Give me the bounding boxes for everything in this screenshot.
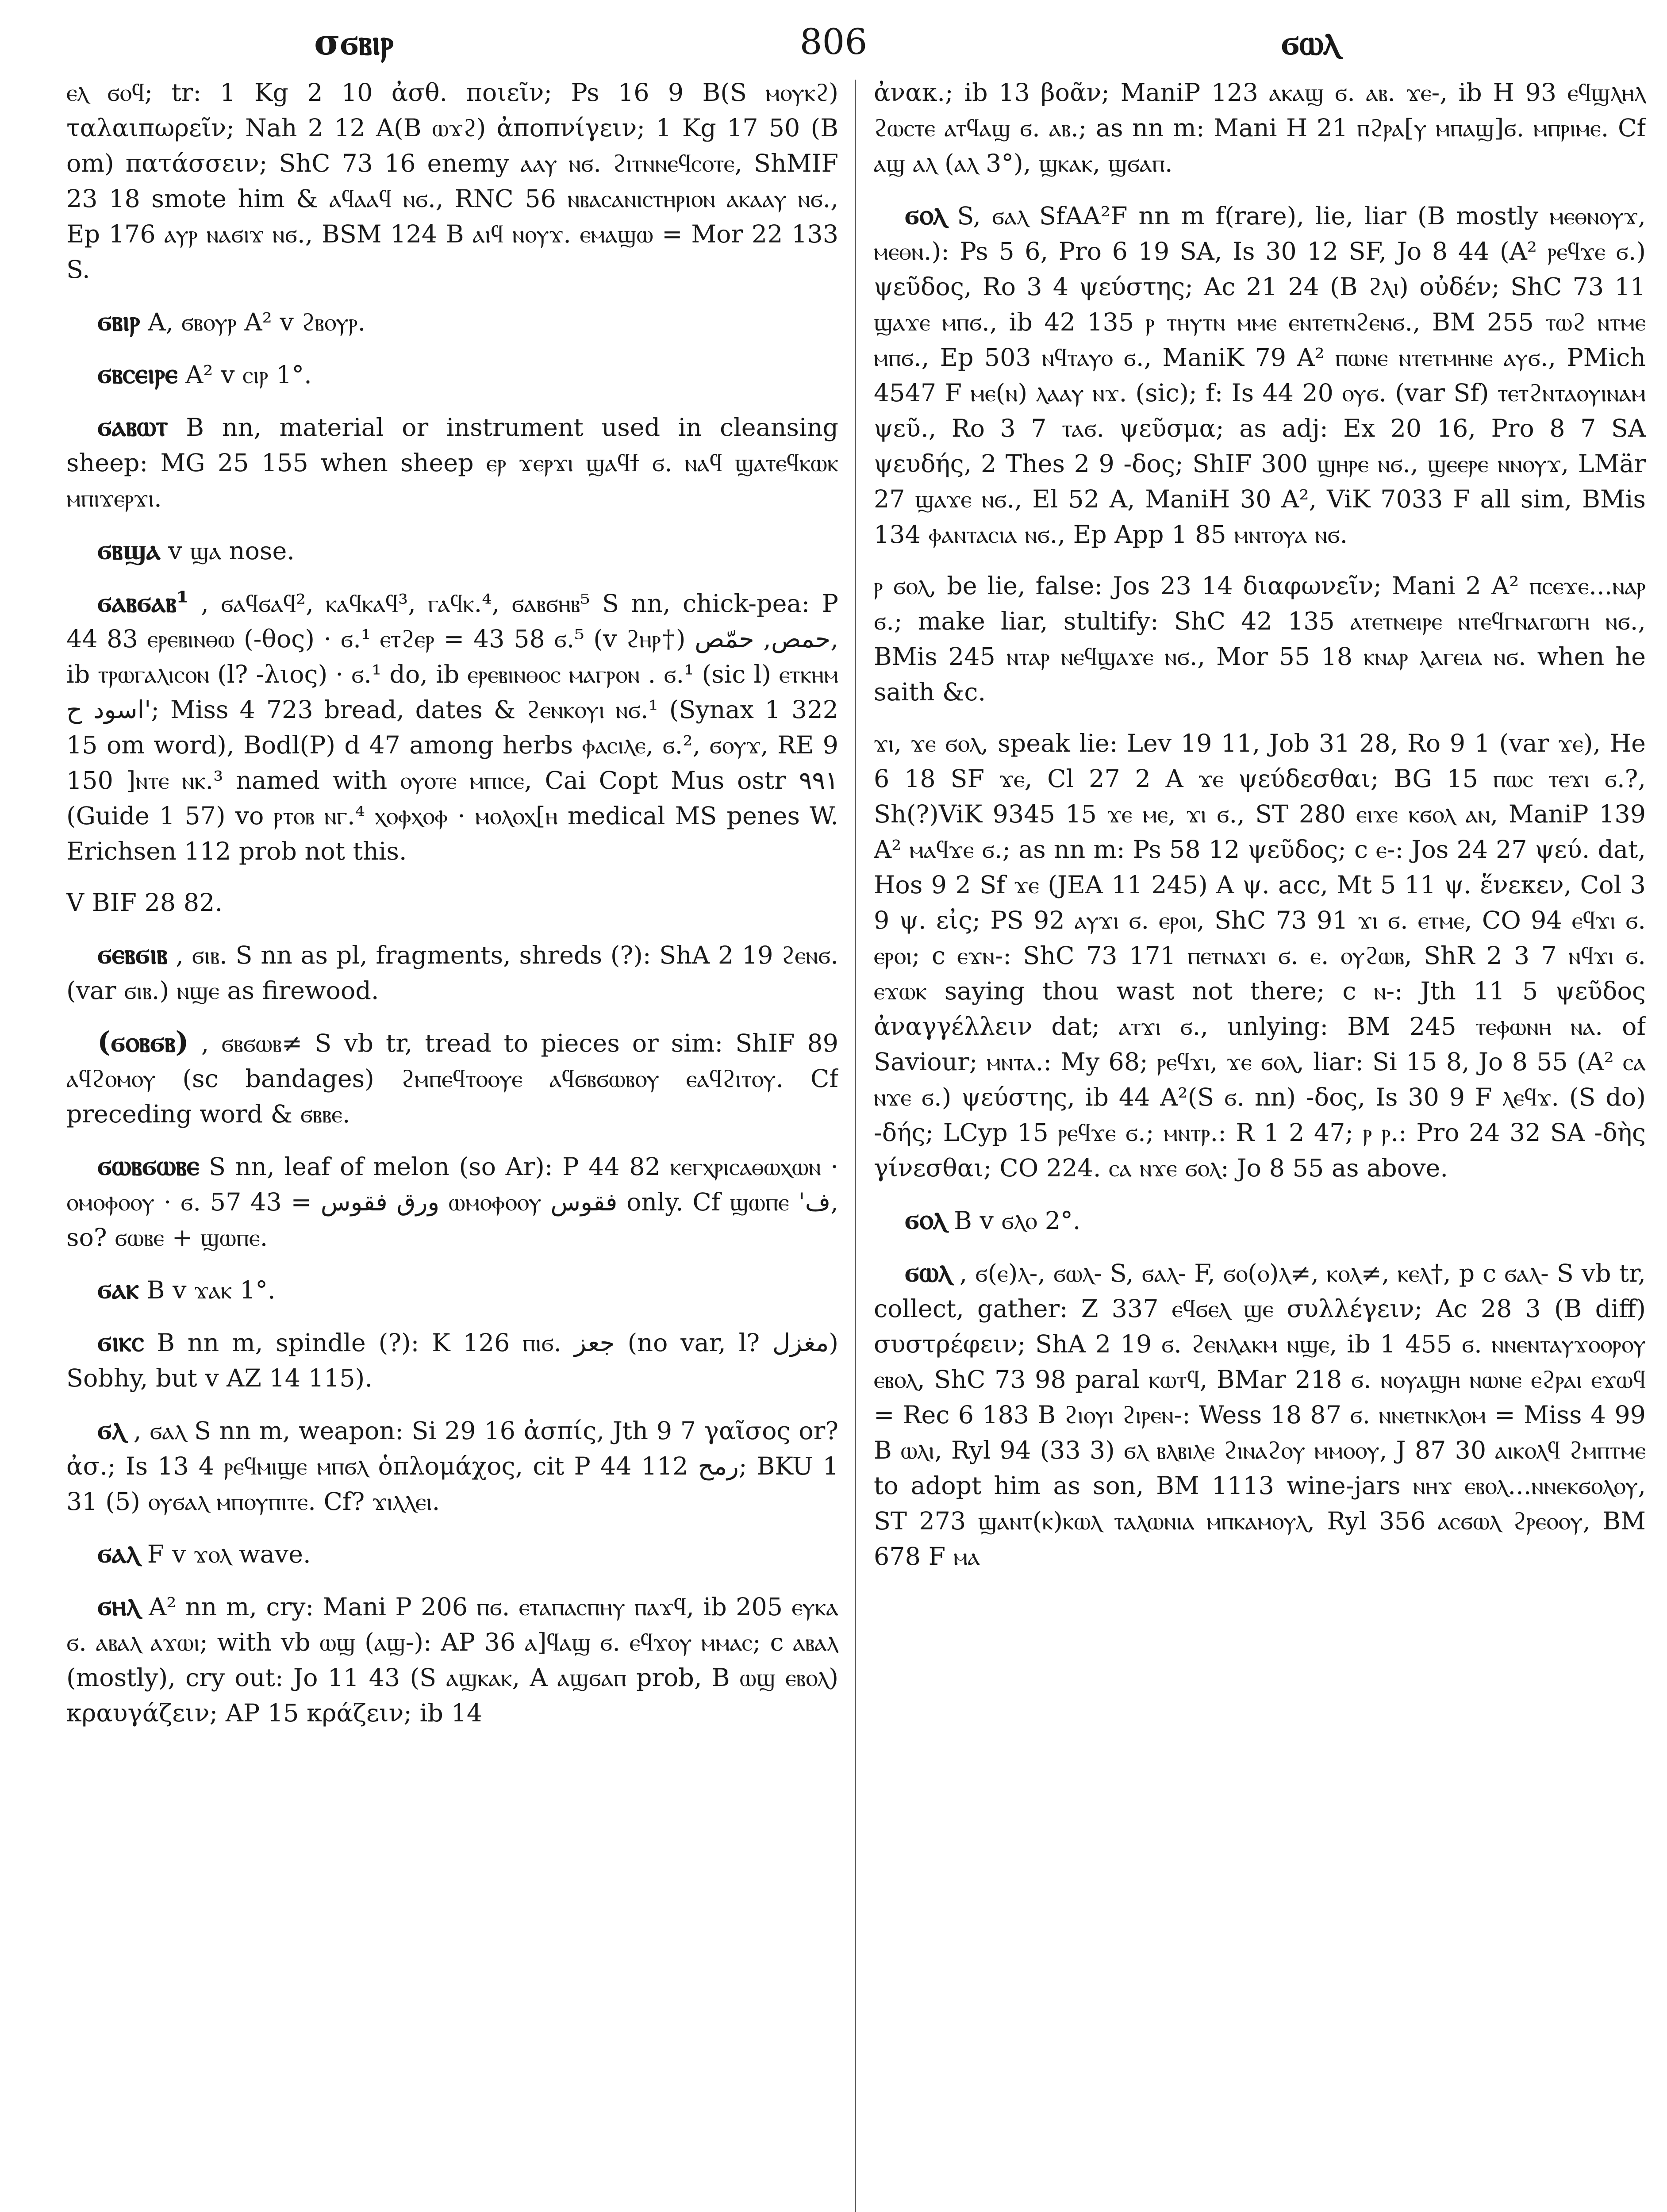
entry-text: v ϣⲁ nose. bbox=[168, 537, 295, 565]
page-number: 806 bbox=[799, 21, 868, 62]
entry-text: , ϭⲁϥϭⲁϥ², ⲕⲁϥⲕⲁϥ³, ⲅⲁϥⲕ.⁴, ϭⲁⲃϭⲏⲃ⁵ S nn, chick-pea: P 44 83 ⲉⲣⲉⲃⲓⲛⲑⲱ (-θος) · ϭ.¹ ⲉⲧϩⲉⲣ = 43 58 ϭ.⁵ (v ϩⲏⲣ†) حمص, حمّص, ib ⲧⲣⲱⲅⲁⲗⲓⲥⲟⲛ (l? -λιος) · ϭ.¹ do, ib ⲉⲣⲉⲃⲓⲛⲑⲟⲥ ⲙⲁⲅⲣⲟⲛ . ϭ.¹ (sic l) ⲉⲧⲕⲏⲙ اسود ح'; Miss 4 723 bread, dates & ϩⲉⲛⲕⲟⲩⲓ ⲛϭ.¹ (Synax 1 322 15 om word), Bodl(P) d 47 among herbs ⲫⲁⲥⲓⲗⲉ, ϭ.², ϭⲟⲩϫ, RE 9 150 ]ⲛⲧⲉ ⲛⲕ.³ named with ⲟⲩⲟⲧⲉ ⲙⲡⲓⲥⲉ, Cai Copt Mus ostr ٩٩١ (Guide 1 57) vo ⲣⲧⲟⲃ ⲛⲅ.⁴ ⲭⲟⲫⲭⲟⲫ · ⲙⲟⲗⲟⲭ[ⲏ medical MS penes W. Erichsen 112 prob not this. bbox=[66, 589, 838, 866]
entry-text: , ϭⲁⲗ S nn m, weapon: Si 29 16 ἀσπίς, Jth 9 7 γαῖσος or? ἀσ.; Is 13 4 ⲣⲉϥⲙⲓϣⲉ ⲙⲡϭⲗ ὁπλομάχος, cit P 44 112 رمح; BKU 1 31 (5) ⲟⲩϭⲁⲗ ⲙⲡⲟⲩⲡⲓⲧⲉ. Cf? ϫⲓⲗⲗⲉⲓ. bbox=[66, 1417, 838, 1516]
entry-text: S nn, leaf of melon (so Ar): P 44 82 ⲕⲉⲅⲭⲣⲓⲥⲁⲑⲱⲭⲱⲛ · ⲟⲙⲟⲫⲟⲟⲩ · ϭ. ورق فقوس = 43 57 ⲱⲙⲟⲫⲟⲟⲩ فقوس only. Cf ϣⲱⲡⲉ 'ف, so? ϭⲱⲃⲉ + ϣⲱⲡⲉ. bbox=[66, 1152, 838, 1252]
entry-lemma: ϭⲁⲗ bbox=[97, 1536, 140, 1570]
entry-lemma: ϭⲱⲗ bbox=[905, 1256, 952, 1289]
header-headword-right: ϭⲱⲗ bbox=[1281, 21, 1340, 63]
entry-text: ϫⲓ, ϫⲉ ϭⲟⲗ, speak lie: Lev 19 11, Job 31 28, Ro 9 1 (var ϫⲉ), He 6 18 SF ϫⲉ, Cl 27 2 A ϫⲉ ψεύδεσθαι; BG 15 ⲡⲱⲥ ⲧⲉϫⲓ ϭ.?, Sh(?)ViK 9345 15 ϫⲉ ⲙⲉ, ϫⲓ ϭ., ST 280 ⲉⲓϫⲉ ⲕϭⲟⲗ ⲁⲛ, ManiP 139 A² ⲙⲁϥϫⲉ ϭ.; as nn m: Ps 58 12 ψεῦδος; c ⲉ-: Jos 24 27 ψεύ. dat, Hos 9 2 Sf ϫⲉ (JEA 11 245) A ψ. acc, Mt 5 11 ψ. ἕνεκεν, Col 3 9 ψ. εἰς; PS 92 ⲁⲩϫⲓ ϭ. ⲉⲣⲟⲓ, ShC 73 91 ϫⲓ ϭ. ⲉⲧⲙⲉ, CO 94 ⲉϥϫⲓ ϭ. ⲉⲣⲟⲓ; c ⲉϫⲛ-: ShC 73 171 ⲡⲉⲧⲛⲁϫⲓ ϭ. ⲉ. ⲟⲩϩⲱⲃ, ShR 2 3 7 ⲛϥϫⲓ ϭ. ⲉϫⲱⲕ saying thou wast not there; c ⲛ-: Jth 11 5 ψεῦδος ἀναγγέλλειν dat; ⲁⲧϫⲓ ϭ., unlying: BM 245 ⲧⲉⲫⲱⲛⲏ ⲛⲁ. of Saviour; ⲙⲛⲧⲁ.: My 68; ⲣⲉϥϫⲓ, ϫⲉ ϭⲟⲗ, liar: Si 15 8, Jo 8 55 (A² ⲥⲁ ⲛϫⲉ ϭ.) ψεύστης, ib 44 A²(S ϭ. nn) -δος, Is 30 9 F ⲗⲉϥϫ. (S do) -δής; LCyp 15 ⲣⲉϥϫⲉ ϭ.; ⲙⲛⲧⲣ.: R 1 2 47; ⲣ ⲣ.: Pro 24 32 SA -δὴς γίνεσθαι; CO 224. ⲥⲁ ⲛϫⲉ ϭⲟⲗ: Jo 8 55 as above. bbox=[874, 729, 1646, 1183]
dictionary-entry bbox=[66, 1025, 838, 1132]
entry-lemma: ϭⲱⲃϭⲱⲃⲉ bbox=[97, 1149, 200, 1182]
right-column bbox=[874, 75, 1646, 2212]
dictionary-entry bbox=[874, 75, 1646, 181]
entry-text: A² nn m, cry: Mani P 206 ⲡϭ. ⲉⲧⲁⲡⲁⲥⲡⲏⲩ ⲡⲁϫϥ, ib 205 ⲉⲩⲕⲁ ϭ. ⲁⲃⲁⲗ ⲁϫⲱⲓ; with vb ⲱϣ (ⲁϣ-): AP 36 ⲁ]ϥⲁϣ ϭ. ⲉϥϫⲟⲩ ⲙⲙⲁⲥ; c ⲁⲃⲁⲗ (mostly), cry out: Jo 11 43 (S ⲁϣⲕⲁⲕ, A ⲁϣϭⲁⲡ prob, B ⲱϣ ⲉⲃⲟⲗ) κραυγάζειν; AP 15 κράζειν; ib 14 bbox=[66, 1593, 838, 1728]
dictionary-entry bbox=[66, 409, 838, 516]
dictionary-entry bbox=[66, 1324, 838, 1396]
entry-text: A, ϭⲃⲟⲩⲣ A² v ϩⲃⲟⲩⲣ. bbox=[148, 308, 366, 337]
entry-text: , ϭ(ⲉ)ⲗ-, ϭⲱⲗ- S, ϭⲁⲗ- F, ϭⲟ(ⲟ)ⲗ≠, ⲕⲟⲗ≠, ⲕⲉⲗ†, p c ϭⲁⲗ- S vb tr, collect, gather: Z 337 ⲉϥϭⲉⲗ ϣⲉ συλλέγειν; Ac 28 3 (B diff) συστρέφειν; ShA 2 19 ϭ. ϩⲉⲛⲗⲁⲕⲙ ⲛϣⲉ, ib 1 455 ϭ. ⲛⲛⲉⲛⲧⲁⲩϫⲟⲟⲣⲟⲩ ⲉⲃⲟⲗ, ShC 73 98 paral ⲕⲱⲧϥ, BMar 218 ϭ. ⲛⲟⲩⲁϣⲏ ⲛⲱⲛⲉ ⲉϩⲣⲁⲓ ⲉϫⲱϥ = Rec 6 183 B ϩⲓⲟⲩⲓ ϩⲓⲣⲉⲛ-: Wess 18 87 ϭ. ⲛⲛⲉⲧⲛⲕⲗⲟⲙ = Miss 4 99 B ⲱⲗⲓ, Ryl 94 (33 3) ϭⲗ ⲃⲗⲃⲓⲗⲉ ϩⲓⲛⲁϩⲟⲩ ⲙⲙⲟⲟⲩ, J 87 30 ⲁⲓⲕⲟⲗϥ ϩⲙⲡⲧⲙⲉ to adopt him as son, BM 1113 wine-jars ⲛⲏϫ ⲉⲃⲟⲗ...ⲛⲛⲉⲕϭⲟⲗⲟⲩ, ST 273 ϣⲁⲛⲧ(ⲕ)ⲕⲱⲗ ⲧⲁⲗⲱⲛⲓⲁ ⲙⲡⲕⲁⲙⲟⲩⲗ, Ryl 356 ⲁⲥϭⲱⲗ ϩⲣⲉⲟⲟⲩ, BM 678 F ⲙⲁ bbox=[874, 1259, 1646, 1571]
entry-text: B v ϭⲗⲟ 2°. bbox=[954, 1206, 1081, 1235]
entry-lemma: ϭⲏⲗ bbox=[97, 1589, 140, 1622]
entry-text: V BIF 28 82. bbox=[66, 888, 223, 917]
running-header bbox=[66, 18, 1601, 66]
entry-text: F v ϫⲟⲗ wave. bbox=[147, 1540, 311, 1569]
entry-text: ⲉⲗ ϭⲟϥ; tr: 1 Kg 2 10 ἀσθ. ποιεῖν; Ps 16 9 B(S ⲙⲟⲩⲕϩ) ταλαιπωρεῖν; Nah 2 12 A(B ⲱϫϩ) ἀποπνίγειν; 1 Kg 17 50 (B om) πατάσσειν; ShC 73 16 enemy ⲁⲁⲩ ⲛϭ. ϩⲓⲧⲛⲛⲉϥⲥⲟⲧⲉ, ShMIF 23 18 smote him & ⲁϥⲁⲁϥ ⲛϭ., RNC 56 ⲛⲃⲁⲥⲁⲛⲓⲥⲧⲏⲣⲓⲟⲛ ⲁⲕⲁⲁⲩ ⲛϭ., Ep 176 ⲁⲩⲣ ⲛⲁϭⲓϫ ⲛϭ., BSM 124 B ⲁⲓϥ ⲛⲟⲩϫ. ⲉⲙⲁϣⲱ = Mor 22 133 S. bbox=[66, 78, 838, 284]
entry-lemma: ϭⲉⲃϭⲓⲃ bbox=[97, 937, 168, 971]
dictionary-entry bbox=[66, 937, 838, 1009]
entry-text: B nn m, spindle (?): K 126 ⲡⲓϭ. جعز (no var, l? مغزل) Sobhy, but v AZ 14 115). bbox=[66, 1329, 838, 1393]
entry-text: , ϭⲃϭⲱⲃ≠ S vb tr, tread to pieces or sim: ShIF 89 ⲁϥϩⲟⲙⲟⲩ (sc bandages) ϩⲙⲡⲉϥⲧⲟⲟⲩⲉ ⲁϥϭⲃϭⲱⲃⲟⲩ ⲉⲁϥϩⲓⲧⲟⲩ. Cf preceding word & ϭⲃⲃⲉ. bbox=[66, 1029, 838, 1129]
entry-lemma: ϭⲟⲗ bbox=[905, 1203, 946, 1236]
dictionary-entry bbox=[874, 1202, 1646, 1239]
header-headword-left: σϭⲃⲓⲣ bbox=[314, 21, 394, 63]
entry-text: A² v ⲥⲓⲣ 1°. bbox=[185, 361, 312, 389]
dictionary-entry bbox=[66, 303, 838, 340]
entry-lemma: ϭⲃⲓⲣ bbox=[97, 304, 140, 338]
dictionary-entry bbox=[66, 1536, 838, 1572]
entry-text: B v ϫⲁⲕ 1°. bbox=[146, 1276, 276, 1305]
entry-lemma: ϭⲟⲗ bbox=[905, 198, 946, 231]
column-divider bbox=[855, 80, 856, 2212]
entry-text: , ϭⲓⲃ. S nn as pl, fragments, shreds (?): ShA 2 19 ϩⲉⲛϭ. (var ϭⲓⲃ.) ⲛϣⲉ as firewood. bbox=[66, 941, 838, 1005]
dictionary-entry bbox=[66, 356, 838, 393]
dictionary-entry bbox=[66, 75, 838, 288]
dictionary-entry bbox=[874, 197, 1646, 553]
dictionary-entry bbox=[874, 1255, 1646, 1575]
dictionary-entry bbox=[66, 532, 838, 569]
entry-lemma: ϭⲁⲕ bbox=[97, 1272, 139, 1306]
dictionary-entry bbox=[66, 1412, 838, 1520]
dictionary-entry bbox=[874, 568, 1646, 710]
entry-text: B nn, material or instrument used in cleansing sheep: MG 25 155 when sheep ⲉⲣ ϫⲉⲣϫⲓ ϣⲁϥϯ ϭ. ⲛⲁϥ ϣⲁⲧⲉϥⲕⲱⲕ ⲙⲡⲓϫⲉⲣϫⲓ. bbox=[66, 413, 838, 513]
entry-lemma: ϭⲓⲕⲥ bbox=[97, 1325, 144, 1358]
entry-text: ⲣ ϭⲟⲗ, be lie, false: Jos 23 14 διαφωνεῖν; Mani 2 A² ⲡⲥⲉϫⲉ...ⲛⲁⲣ ϭ.; make liar, stultify: ShC 42 135 ⲁⲧⲉⲧⲛⲉⲓⲣⲉ ⲛⲧⲉϥⲅⲛⲁⲅⲱⲅⲏ ⲛϭ., BMis 245 ⲛⲧⲁⲣ ⲛⲉϥϣⲁϫⲉ ⲛϭ., Mor 55 18 ⲕⲛⲁⲣ ⲗⲁⲅⲉⲓⲁ ⲛϭ. when he saith &c. bbox=[874, 572, 1646, 707]
entry-lemma: ϭⲃⲥⲉⲓⲣⲉ bbox=[97, 357, 178, 390]
entry-lemma: ϭⲁⲃϭⲁⲃ¹ bbox=[97, 586, 189, 619]
dictionary-entry bbox=[66, 1271, 838, 1308]
dictionary-entry bbox=[874, 726, 1646, 1186]
dictionary-entry bbox=[66, 585, 838, 869]
entry-lemma: (ϭⲟⲃϭⲃ) bbox=[97, 1025, 189, 1059]
dictionary-entry bbox=[66, 885, 838, 921]
entry-lemma: ϭⲃϣⲁ bbox=[97, 533, 161, 566]
entry-lemma: ϭⲗ bbox=[97, 1413, 126, 1446]
dictionary-entry bbox=[66, 1588, 838, 1731]
entry-text: ἀνακ.; ib 13 βοᾶν; ManiP 123 ⲁⲕⲁϣ ϭ. ⲁⲃ. ϫⲉ-, ib H 93 ⲉϥϣⲗⲏⲗ ϩⲱⲥⲧⲉ ⲁⲧϥⲁϣ ϭ. ⲁⲃ.; as nn m: Mani H 21 ⲡϩⲣⲁ[ⲩ ⲙⲡⲁϣ]ϭ. ⲙⲡⲣⲓⲙⲉ. Cf ⲁϣ ⲁⲗ (ⲁⲗ 3°), ϣⲕⲁⲕ, ϣϭⲁⲡ. bbox=[874, 78, 1646, 178]
entry-lemma: ϭⲁⲃⲱⲧ bbox=[97, 410, 168, 443]
entry-text: S, ϭⲁⲗ SfAA²F nn m f(rare), lie, liar (B mostly ⲙⲉⲑⲛⲟⲩϫ, ⲙⲉⲑⲛ.): Ps 5 6, Pro 6 19 SA, Is 30 12 SF, Jo 8 44 (A² ⲣⲉϥϫⲉ ϭ.) ψεῦδος, Ro 3 4 ψεύστης; Ac 21 24 (B ϩⲗⲓ) οὐδέν; ShC 73 11 ϣⲁϫⲉ ⲙⲡϭ., ib 42 135 ⲣ ⲧⲏⲩⲧⲛ ⲙⲙⲉ ⲉⲛⲧⲉⲧⲛϩⲉⲛϭ., BM 255 ⲧⲱϩ ⲛⲧⲙⲉ ⲙⲡϭ., Ep 503 ⲛϥⲧⲁⲩⲟ ϭ., ManiK 79 A² ⲡⲱⲛⲉ ⲛⲧⲉⲧⲙⲏⲛⲉ ⲁⲩϭ., PMich 4547 F ⲙⲉ(ⲛ) ⲗⲁⲁⲩ ⲛϫ. (sic); f: Is 44 20 ⲟⲩϭ. (var Sf) ⲧⲉⲧϩⲛⲧⲁⲟⲩⲓⲛⲁⲙ ψεῦ., Ro 3 7 ⲧⲁϭ. ψεῦσμα; as adj: Ex 20 16, Pro 8 7 SA ψευδής, 2 Thes 2 9 -δος; ShIF 300 ϣⲏⲣⲉ ⲛϭ., ϣⲉⲉⲣⲉ ⲛⲛⲟⲩϫ, LMär 27 ϣⲁϫⲉ ⲛϭ., El 52 A, ManiH 30 A², ViK 7033 F all sim, BMis 134 ⲫⲁⲛⲧⲁⲥⲓⲁ ⲛϭ., Ep App 1 85 ⲙⲛⲧⲟⲩⲁ ⲛϭ. bbox=[874, 202, 1646, 549]
left-column bbox=[66, 75, 838, 2212]
dictionary-entry bbox=[66, 1148, 838, 1256]
